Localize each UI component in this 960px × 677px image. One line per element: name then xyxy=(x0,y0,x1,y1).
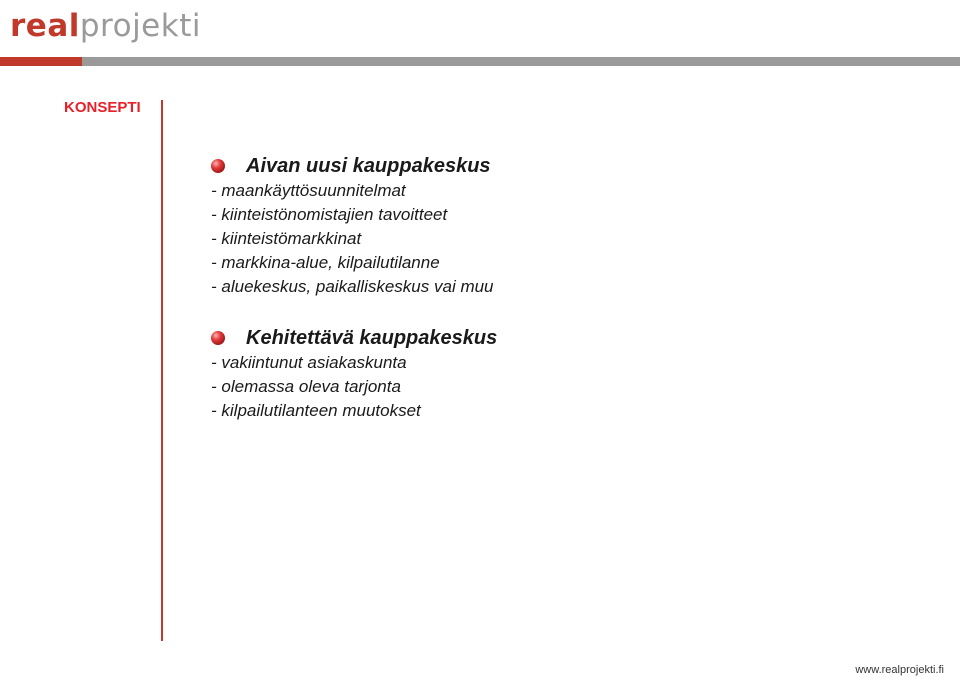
logo-projekti-text: projekti xyxy=(79,8,201,44)
footer-url: www.realprojekti.fi xyxy=(855,664,944,676)
item-list xyxy=(211,179,497,299)
item-list xyxy=(211,351,497,423)
block-heading xyxy=(211,325,497,351)
content-block-new xyxy=(211,153,497,299)
heading-text: Aivan uusi kauppakeskus xyxy=(246,154,491,177)
list-item: - vakiintunut asiakaskunta xyxy=(211,353,407,372)
content-area xyxy=(211,153,497,423)
list-item: - markkina-alue, kilpailutilanne xyxy=(211,253,440,272)
logo xyxy=(10,6,201,46)
list-item: - maankäyttösuunnitelmat xyxy=(211,181,406,200)
header-bar xyxy=(0,57,960,66)
bullet-sphere-icon xyxy=(211,159,225,173)
list-item: - kiinteistömarkkinat xyxy=(211,229,362,248)
header-bar-red-segment xyxy=(0,57,82,66)
list-item: - olemassa oleva tarjonta xyxy=(211,377,401,396)
header-bar-gray-segment xyxy=(82,57,960,66)
list-item: - kiinteistönomistajien tavoitteet xyxy=(211,205,448,224)
bullet-sphere-icon xyxy=(211,331,225,345)
section-label: KONSEPTI xyxy=(64,99,141,116)
heading-text: Kehitettävä kauppakeskus xyxy=(246,326,498,349)
list-item: - kilpailutilanteen muutokset xyxy=(211,401,421,420)
logo-real-text: real xyxy=(10,8,80,44)
content-block-developing xyxy=(211,325,497,423)
vertical-divider xyxy=(161,100,163,641)
block-heading xyxy=(211,153,497,179)
list-item: - aluekeskus, paikalliskeskus vai muu xyxy=(211,277,494,296)
